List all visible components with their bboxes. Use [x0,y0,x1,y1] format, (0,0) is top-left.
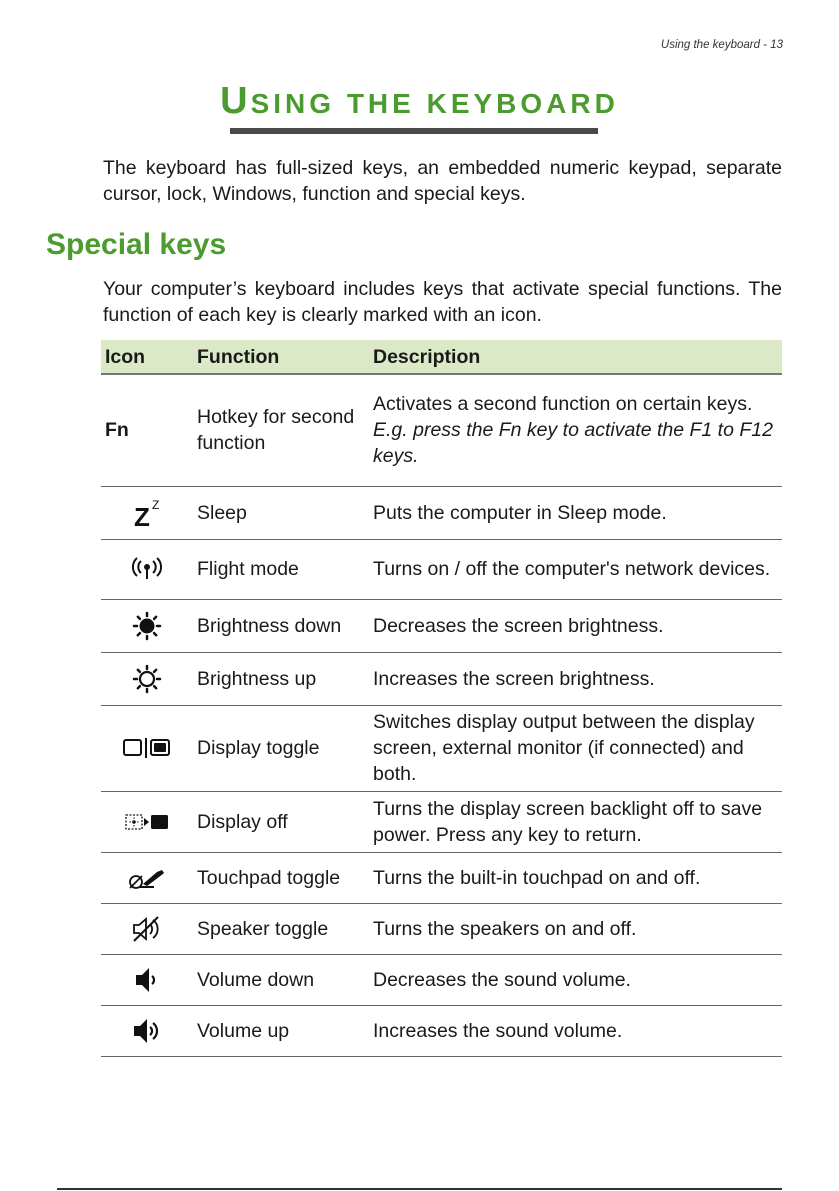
volume-down-icon [132,965,162,995]
header-description: Description [369,340,782,374]
table-row [101,539,782,599]
chapter-title-rest: SING THE KEYBOARD [250,88,619,119]
icon-cell [101,954,193,1005]
table-row [101,1005,782,1056]
description-cell: Turns the speakers on and off. [369,903,782,954]
description-text: Activates a second function on certain keys. [373,393,753,416]
icon-cell [101,486,193,539]
function-cell: Touchpad toggle [193,852,369,903]
function-cell: Sleep [193,486,369,539]
speaker-toggle-icon [130,915,164,943]
icon-cell [101,539,193,599]
table-header-row [101,340,782,374]
description-cell: Switches display output between the display screen, external monitor (if connected) and both. [369,705,782,791]
brightness-down-icon [132,611,162,641]
display-toggle-icon [122,737,172,759]
description-cell: Turns the built-in touchpad on and off. [369,852,782,903]
header-function: Function [193,340,369,374]
icon-cell [101,903,193,954]
function-cell: Volume down [193,954,369,1005]
function-cell: Volume up [193,1005,369,1056]
description-cell: Decreases the sound volume. [369,954,782,1005]
description-cell: Increases the screen brightness. [369,652,782,705]
chapter-title [0,80,839,123]
sleep-icon [130,497,164,529]
function-cell: Display off [193,791,369,852]
svg-text:Z: Z [134,501,150,529]
function-cell: Brightness up [193,652,369,705]
description-cell: Decreases the screen brightness. [369,599,782,652]
description-cell: Turns the display screen backlight off to save power. Press any key to return. [369,791,782,852]
description-example: E.g. press the Fn key to activate the F1 to F12 keys. [373,419,773,468]
table-row [101,599,782,652]
function-cell: Hotkey for second function [193,374,369,486]
function-cell: Speaker toggle [193,903,369,954]
chapter-intro: The keyboard has full-sized keys, an embedded numeric keypad, separate cursor, lock, Windows, function and special keys. [103,157,782,205]
title-underline [230,128,598,134]
footer-rule [57,1188,782,1190]
icon-cell [101,652,193,705]
section-intro: Your computer’s keyboard includes keys that activate special functions. The function of each key is clearly marked with an icon. [103,278,782,326]
icon-cell [101,705,193,791]
brightness-up-icon [132,664,162,694]
table-row [101,374,782,486]
header-icon: Icon [101,340,193,374]
table-row [101,486,782,539]
icon-cell [101,599,193,652]
table-row [101,652,782,705]
special-keys-table [101,340,782,1057]
table-row [101,791,782,852]
description-cell: Increases the sound volume. [369,1005,782,1056]
table-row [101,852,782,903]
table-row [101,903,782,954]
icon-cell [101,852,193,903]
touchpad-toggle-icon [127,866,167,890]
table-row [101,954,782,1005]
icon-cell [101,791,193,852]
icon-cell [101,1005,193,1056]
function-cell: Flight mode [193,539,369,599]
description-cell [369,374,782,486]
function-cell: Brightness down [193,599,369,652]
description-cell: Turns on / off the computer's network devices. [369,539,782,599]
table-row [101,705,782,791]
section-heading: Special keys [46,228,227,261]
volume-up-icon [130,1016,164,1046]
fn-key-label: Fn [101,374,193,486]
description-cell: Puts the computer in Sleep mode. [369,486,782,539]
chapter-title-initial: U [220,80,251,122]
flight-mode-icon [130,556,164,582]
running-header: Using the keyboard - 13 [660,39,783,51]
function-cell: Display toggle [193,705,369,791]
display-off-icon [124,813,170,831]
svg-text:Z: Z [152,497,160,512]
